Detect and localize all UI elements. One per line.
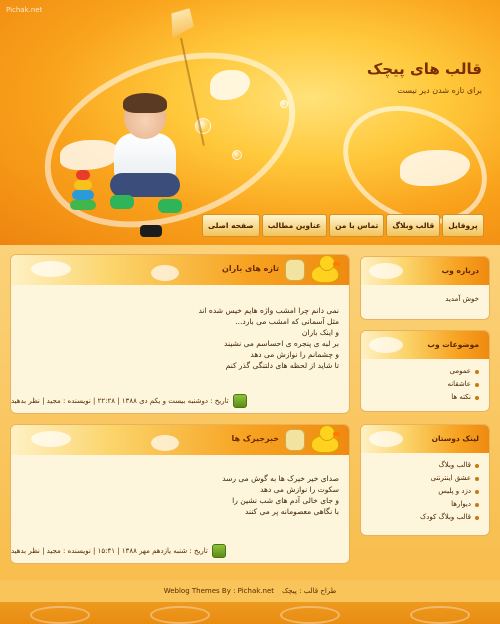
decor-swirl (30, 606, 90, 624)
footer-credit[interactable]: Weblog Themes By : Pichak.net (163, 587, 274, 595)
widget-title: درباره وب (441, 266, 479, 275)
widget-topics (360, 330, 490, 412)
duck-icon (311, 425, 341, 453)
widget-body (361, 359, 489, 412)
stacking-toy (70, 170, 96, 218)
post-line: و اینک باران (301, 328, 339, 337)
post-1 (10, 254, 350, 414)
main-nav (200, 212, 490, 238)
widget-links (360, 424, 490, 536)
post-line: بر لبه ی پنجره ی احساسم می نشیند (224, 339, 339, 348)
post-line: تا شاید از لحظه های دلتنگی گذر کنم (225, 361, 339, 370)
post-line: سکوت را نوازش می دهد (260, 485, 339, 494)
post-meta-text[interactable]: تاریخ : شنبه یازدهم مهر ۱۳۸۸ | ۱۵:۴۱ | نویسنده : مجید | نظر بدهید (11, 547, 208, 555)
link-item[interactable]: قالب وبلاگ (371, 459, 479, 472)
post-header (11, 425, 349, 455)
post-title[interactable]: خبرجیرک ها (231, 434, 279, 443)
topic-item[interactable]: نکته ها (371, 391, 479, 404)
nav-contact[interactable]: تماس با من (329, 214, 384, 237)
link-item[interactable]: دزد و پلیس (371, 485, 479, 498)
footer (0, 580, 500, 624)
post-content (11, 285, 349, 381)
link-item[interactable]: دیوارها (371, 498, 479, 511)
decor-swirl (280, 606, 340, 624)
decor-swirl (410, 606, 470, 624)
site-description: برای تازه شدن دیر نیست (397, 86, 482, 95)
calendar-icon (212, 544, 226, 558)
nav-home[interactable]: صفحه اصلی (202, 214, 260, 237)
bullet-icon (475, 383, 479, 387)
bullet-icon (475, 477, 479, 481)
post-line: با نگاهی معصومانه پر می کنند (245, 507, 339, 516)
duck-icon (311, 255, 341, 283)
footer-designer: طراح قالب : پیچک (282, 587, 337, 595)
bubble (232, 150, 242, 160)
widget-about (360, 256, 490, 320)
link-item[interactable]: عشق اینترنتی (371, 472, 479, 485)
post-line: صدای خیر خیرک ها به گوش می رسد (222, 474, 339, 483)
site-title[interactable]: قالب های پیچک (366, 60, 482, 78)
post-line: و جای خالی آدم های شب نشین را (232, 496, 339, 505)
post-2 (10, 424, 350, 564)
sponge-icon (285, 429, 305, 451)
child-photo (96, 95, 191, 220)
watermark: Pichak.net (6, 6, 43, 14)
widget-title: لینک دوستان (431, 434, 479, 443)
about-text: خوش آمدید (445, 295, 479, 303)
post-meta-text[interactable]: تاریخ : دوشنبه بیست و یکم دی ۱۳۸۸ | ۲۲:۲۸ | نویسنده : مجید | نظر بدهید (11, 397, 229, 405)
topic-item[interactable]: عاشقانه (371, 378, 479, 391)
post-header (11, 255, 349, 285)
bullet-icon (475, 464, 479, 468)
bullet-icon (475, 396, 479, 400)
widget-title: موضوعات وب (427, 340, 479, 349)
nav-profile[interactable]: پروفایل (442, 214, 483, 237)
nav-weblog-template[interactable]: قالب وبلاگ (386, 214, 440, 237)
post-title[interactable]: تازه های باران (222, 264, 279, 273)
post-meta (11, 539, 349, 563)
widget-header (361, 331, 489, 359)
post-meta (11, 389, 349, 413)
footer-bar (0, 580, 500, 602)
bullet-icon (475, 490, 479, 494)
post-content (11, 455, 349, 527)
widget-header (361, 257, 489, 285)
post-line: نمی دانم چرا امشب واژه هایم خیس شده اند (198, 306, 339, 315)
link-item[interactable]: قالب وبلاگ کودک (371, 511, 479, 524)
nav-post-titles[interactable]: عناوین مطالب (262, 214, 327, 237)
bullet-icon (475, 370, 479, 374)
post-line: مثل آسمانی که امشب می بارد... (235, 317, 339, 326)
widget-header (361, 425, 489, 453)
sponge-icon (285, 259, 305, 281)
widget-body (361, 285, 489, 314)
decor-swirl (150, 606, 210, 624)
bullet-icon (475, 516, 479, 520)
bullet-icon (475, 503, 479, 507)
toy-car (140, 225, 162, 237)
calendar-icon (233, 394, 247, 408)
post-line: و چشمانم را نوازش می دهد (250, 350, 339, 359)
header-banner (0, 0, 500, 245)
widget-body (361, 453, 489, 532)
bubble (280, 100, 288, 108)
topic-item[interactable]: عمومی (371, 365, 479, 378)
